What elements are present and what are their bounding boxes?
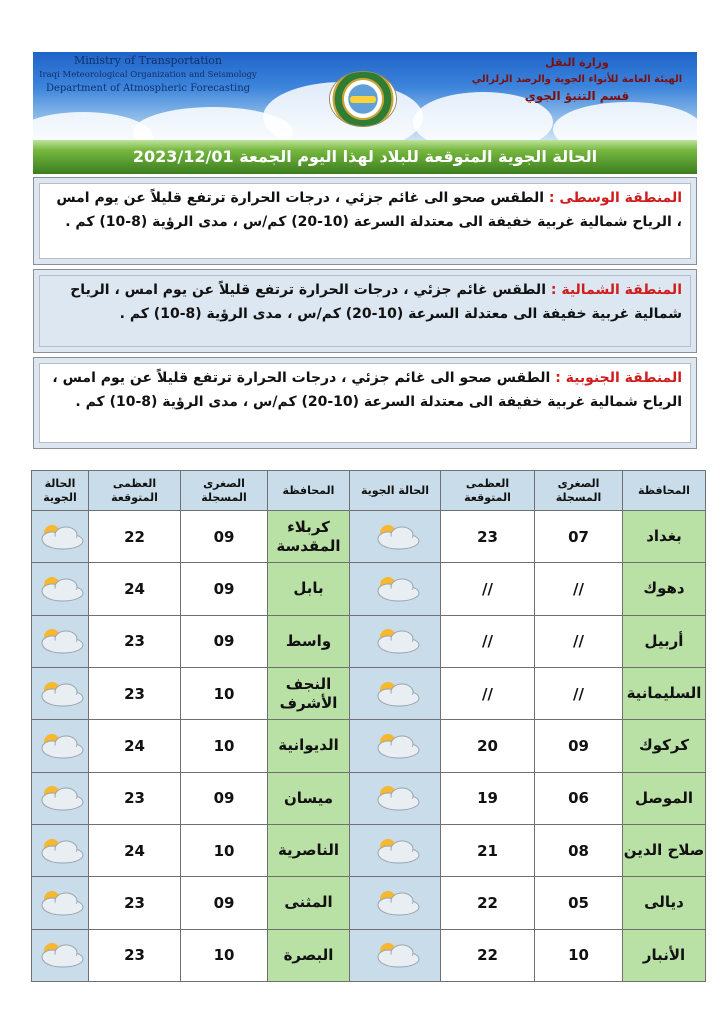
partly-cloudy-icon — [30, 841, 88, 859]
governorate-cell: المثنى — [268, 877, 350, 929]
governorate-cell: الموصل — [623, 772, 706, 824]
max-temp-cell: 20 — [441, 720, 535, 772]
condition-cell — [32, 720, 89, 772]
governorate-cell: صلاح الدين — [623, 824, 706, 876]
condition-cell — [350, 511, 441, 563]
header-banner — [33, 52, 697, 140]
min-temp-cell: // — [535, 563, 623, 615]
max-temp-cell: // — [441, 667, 535, 719]
condition-cell — [350, 824, 441, 876]
max-temp-cell: 23 — [89, 877, 181, 929]
governorate-cell: واسط — [268, 615, 350, 667]
partly-cloudy-icon — [30, 946, 88, 964]
partly-cloudy-icon — [30, 632, 88, 650]
min-temp-cell: 05 — [535, 877, 623, 929]
header-governorate: المحافظة — [268, 471, 350, 511]
partly-cloudy-icon — [30, 579, 88, 597]
partly-cloudy-icon — [366, 841, 424, 859]
organization-logo — [330, 72, 396, 126]
condition-cell — [350, 772, 441, 824]
partly-cloudy-icon — [366, 527, 424, 545]
governorate-cell: الأنبار — [623, 929, 706, 981]
min-temp-cell: 09 — [535, 720, 623, 772]
header-governorate: المحافظة — [623, 471, 706, 511]
ministry-name-ar: وزارة النقل — [545, 56, 609, 69]
region-name: المنطقة الشمالية : — [550, 282, 682, 298]
max-temp-cell: // — [441, 615, 535, 667]
region-forecast: الطقس صحو الى غائم جزئي ، درجات الحرارة ترتفع قليلاً عن يوم امس ، الرياح شمالية غربية خفيفة الى معتدلة السرعة (10-20) كم/س ، مدى الرؤية (8-10) كم . — [52, 370, 682, 410]
table-row — [32, 772, 706, 824]
partly-cloudy-icon — [366, 632, 424, 650]
min-temp-cell: 10 — [181, 667, 268, 719]
table-row — [32, 929, 706, 981]
partly-cloudy-icon — [30, 736, 88, 754]
max-temp-cell: // — [441, 563, 535, 615]
governorate-cell: السليمانية — [623, 667, 706, 719]
max-temp-cell: 23 — [89, 929, 181, 981]
table-row — [32, 877, 706, 929]
governorate-cell: أربيل — [623, 615, 706, 667]
governorate-cell: ديالى — [623, 877, 706, 929]
condition-cell — [350, 667, 441, 719]
governorate-cell: النجف الأشرف — [268, 667, 350, 719]
min-temp-cell: // — [535, 615, 623, 667]
max-temp-cell: 24 — [89, 824, 181, 876]
governorate-cell: كركوك — [623, 720, 706, 772]
organization-name-en: Iraqi Meteorological Organization and Seismology — [39, 70, 257, 80]
condition-cell — [32, 824, 89, 876]
header-max: العظمى المتوقعة — [89, 471, 181, 511]
table-row — [32, 824, 706, 876]
header-condition: الحالة الجوية — [350, 471, 441, 511]
min-temp-cell: 10 — [181, 929, 268, 981]
region-name: المنطقة الوسطى : — [548, 190, 682, 206]
condition-cell — [32, 615, 89, 667]
governorate-cell: بابل — [268, 563, 350, 615]
min-temp-cell: 07 — [535, 511, 623, 563]
max-temp-cell: 23 — [441, 511, 535, 563]
governorate-cell: البصرة — [268, 929, 350, 981]
min-temp-cell: 10 — [535, 929, 623, 981]
table-header-row — [32, 471, 706, 511]
region-north — [33, 269, 697, 353]
condition-cell — [32, 772, 89, 824]
max-temp-cell: 21 — [441, 824, 535, 876]
ministry-name-en: Ministry of Transportation — [73, 54, 223, 67]
min-temp-cell: 09 — [181, 877, 268, 929]
max-temp-cell: 23 — [89, 667, 181, 719]
max-temp-cell: 24 — [89, 720, 181, 772]
ministry-arabic — [467, 54, 687, 105]
max-temp-cell: 24 — [89, 563, 181, 615]
governorate-cell: دهوك — [623, 563, 706, 615]
organization-name-ar: الهيئة العامة للأنواء الجوية والرصد الزلزالي — [471, 74, 683, 85]
min-temp-cell: 09 — [181, 511, 268, 563]
max-temp-cell: 23 — [89, 615, 181, 667]
header-min: الصغرى المسجلة — [181, 471, 268, 511]
condition-cell — [350, 877, 441, 929]
region-south — [33, 357, 697, 449]
max-temp-cell: 19 — [441, 772, 535, 824]
condition-cell — [350, 720, 441, 772]
min-temp-cell: 10 — [181, 720, 268, 772]
header-condition: الحالة الجوية — [32, 471, 89, 511]
table-row — [32, 615, 706, 667]
page-title: الحالة الجوية المتوقعة للبلاد لهذا اليوم الجمعة 2023/12/01 — [33, 140, 697, 174]
region-central — [33, 177, 697, 265]
region-forecast: الطقس غائم جزئي ، درجات الحرارة ترتفع قليلاً عن يوم امس ، الرياح شمالية غربية خفيفة الى معتدلة السرعة (10-20) كم/س ، مدى الرؤية (8-10) كم . — [70, 282, 682, 322]
condition-cell — [350, 615, 441, 667]
min-temp-cell: // — [535, 667, 623, 719]
max-temp-cell: 22 — [441, 877, 535, 929]
forecast-table — [31, 470, 706, 982]
condition-cell — [32, 511, 89, 563]
partly-cloudy-icon — [30, 893, 88, 911]
governorate-cell: بغداد — [623, 511, 706, 563]
max-temp-cell: 22 — [89, 511, 181, 563]
partly-cloudy-icon — [366, 684, 424, 702]
header-min: الصغرى المسجلة — [535, 471, 623, 511]
table-row — [32, 667, 706, 719]
partly-cloudy-icon — [366, 946, 424, 964]
condition-cell — [32, 929, 89, 981]
ministry-english — [33, 54, 263, 96]
min-temp-cell: 08 — [535, 824, 623, 876]
partly-cloudy-icon — [366, 736, 424, 754]
condition-cell — [350, 563, 441, 615]
condition-cell — [32, 877, 89, 929]
partly-cloudy-icon — [30, 789, 88, 807]
condition-cell — [350, 929, 441, 981]
table-row — [32, 511, 706, 563]
min-temp-cell: 09 — [181, 772, 268, 824]
region-name: المنطقة الجنوبية : — [555, 370, 682, 386]
partly-cloudy-icon — [366, 789, 424, 807]
partly-cloudy-icon — [30, 684, 88, 702]
min-temp-cell: 06 — [535, 772, 623, 824]
min-temp-cell: 09 — [181, 615, 268, 667]
governorate-cell: ميسان — [268, 772, 350, 824]
partly-cloudy-icon — [30, 527, 88, 545]
department-name-ar: قسم التنبؤ الجوي — [524, 89, 630, 103]
governorate-cell: كربلاء المقدسة — [268, 511, 350, 563]
region-forecast: الطقس صحو الى غائم جزئي ، درجات الحرارة ترتفع قليلاً عن يوم امس ، الرياح شمالية غربية خفيفة الى معتدلة السرعة (10-20) كم/س ، مدى الرؤية (8-10) كم . — [56, 190, 682, 230]
min-temp-cell: 10 — [181, 824, 268, 876]
min-temp-cell: 09 — [181, 563, 268, 615]
department-name-en: Department of Atmospheric Forecasting — [45, 83, 251, 94]
max-temp-cell: 23 — [89, 772, 181, 824]
table-row — [32, 563, 706, 615]
partly-cloudy-icon — [366, 579, 424, 597]
table-row — [32, 720, 706, 772]
governorate-cell: الناصرية — [268, 824, 350, 876]
partly-cloudy-icon — [366, 893, 424, 911]
header-max: العظمى المتوقعة — [441, 471, 535, 511]
max-temp-cell: 22 — [441, 929, 535, 981]
condition-cell — [32, 563, 89, 615]
condition-cell — [32, 667, 89, 719]
governorate-cell: الديوانية — [268, 720, 350, 772]
